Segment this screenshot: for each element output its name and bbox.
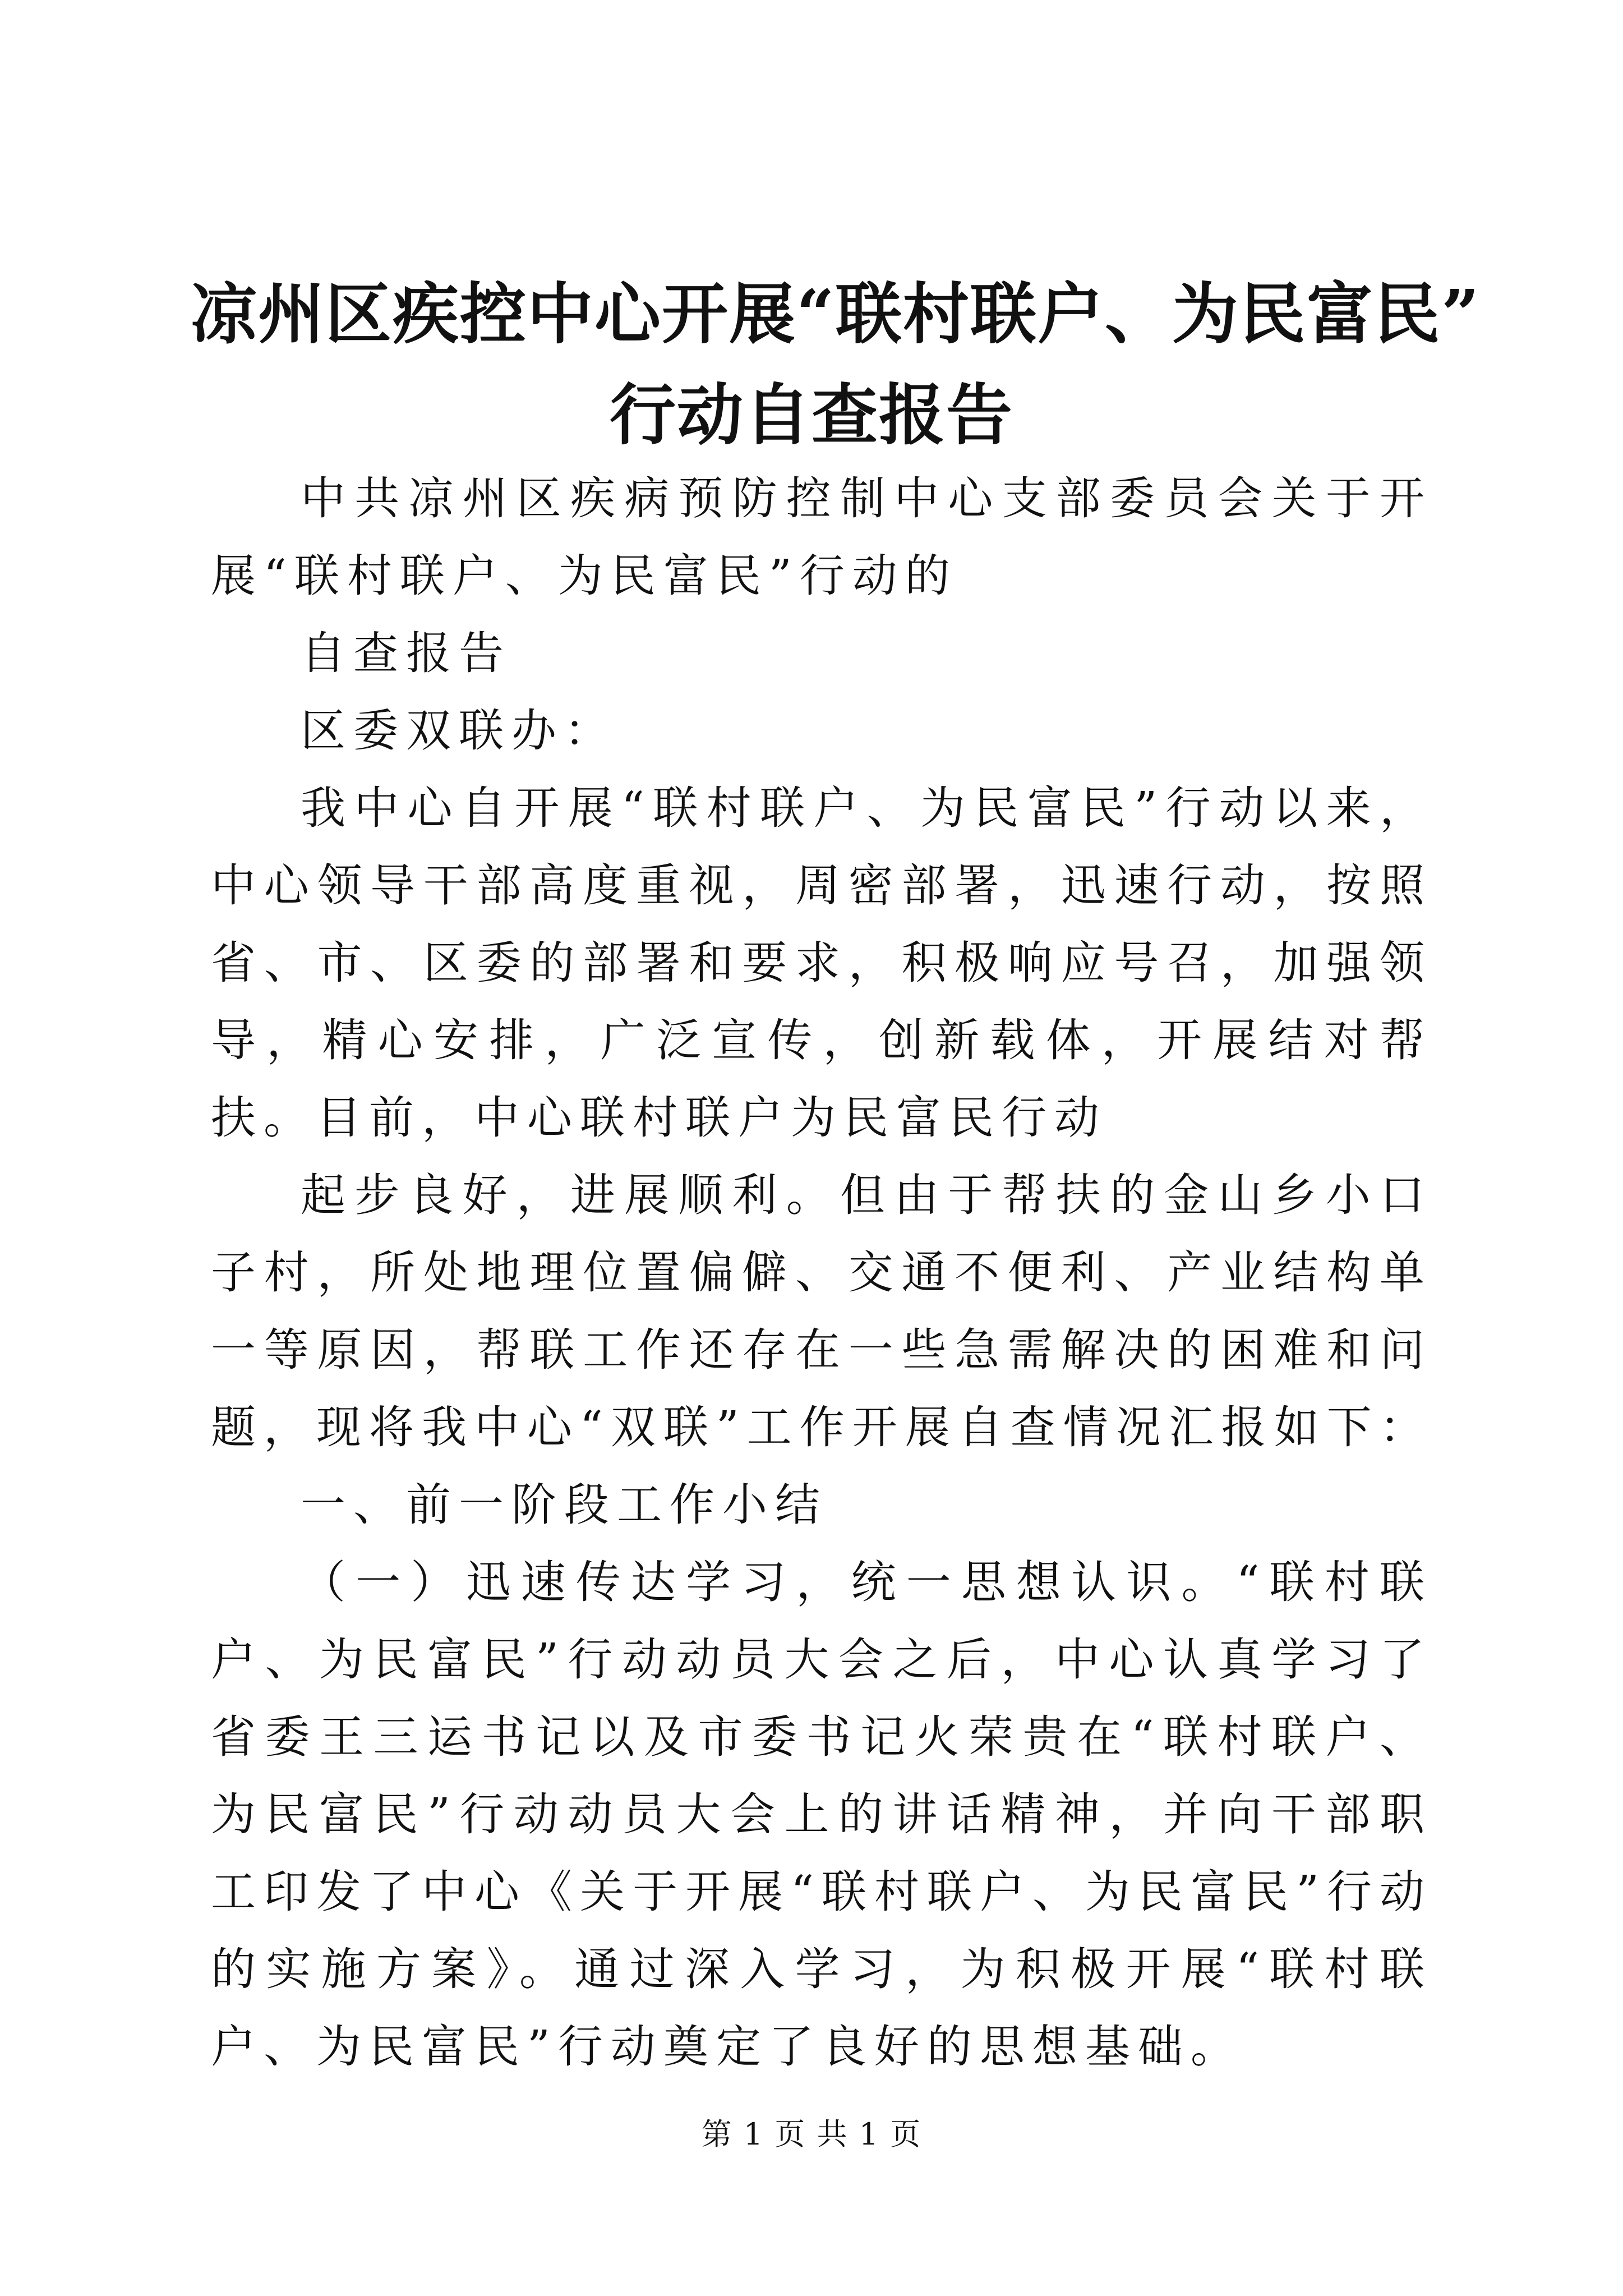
paragraph-progress: 起步良好，进展顺利。但由于帮扶的金山乡小口子村，所处地理位置偏僻、交通不便利、产业结构单一等原因，帮联工作还存在一些急需解决的困难和问题，现将我中心“双联”工作开展自查情况汇报如下：: [211, 1169, 1432, 1453]
paragraph-section-1-1: （一）迅速传达学习，统一思想认识。“联村联户、为民富民”行动动员大会之后，中心认真学习了省委王三运书记以及市委书记火荣贵在“联村联户、为民富民”行动动员大会上的讲话精神，并向干部职工印发了中心《关于开展“联村联户、为民富民”行动的实施方案》。通过深入学习，为积极开展“联村联户、为民富民”行动奠定了良好的思想基础。: [211, 1556, 1432, 2073]
paragraph-overview: 我中心自开展“联村联户、为民富民”行动以来，中心领导干部高度重视，周密部署，迅速行动，按照省、市、区委的部署和要求，积极响应号召，加强领导，精心安排，广泛宣传，创新载体，开展结对帮扶。目前，中心联村联户为民富民行动: [211, 782, 1432, 1144]
paragraph-subtitle: 自查报告: [301, 627, 511, 679]
document-body: [211, 460, 1432, 2086]
paragraph-addressee: 区委双联办：: [301, 705, 617, 757]
section-heading-1: 一、前一阶段工作小结: [301, 1479, 828, 1531]
title-line-1: 凉州区疾控中心开展“联村联户、为民富民”: [191, 275, 1481, 353]
title-line-2: 行动自查报告: [609, 376, 1013, 454]
page-footer: 第 1 页 共 1 页: [701, 2116, 922, 2152]
paragraph-intro: 中共凉州区疾病预防控制中心支部委员会关于开展“联村联户、为民富民”行动的: [211, 472, 1432, 602]
document-title: [191, 264, 1481, 466]
